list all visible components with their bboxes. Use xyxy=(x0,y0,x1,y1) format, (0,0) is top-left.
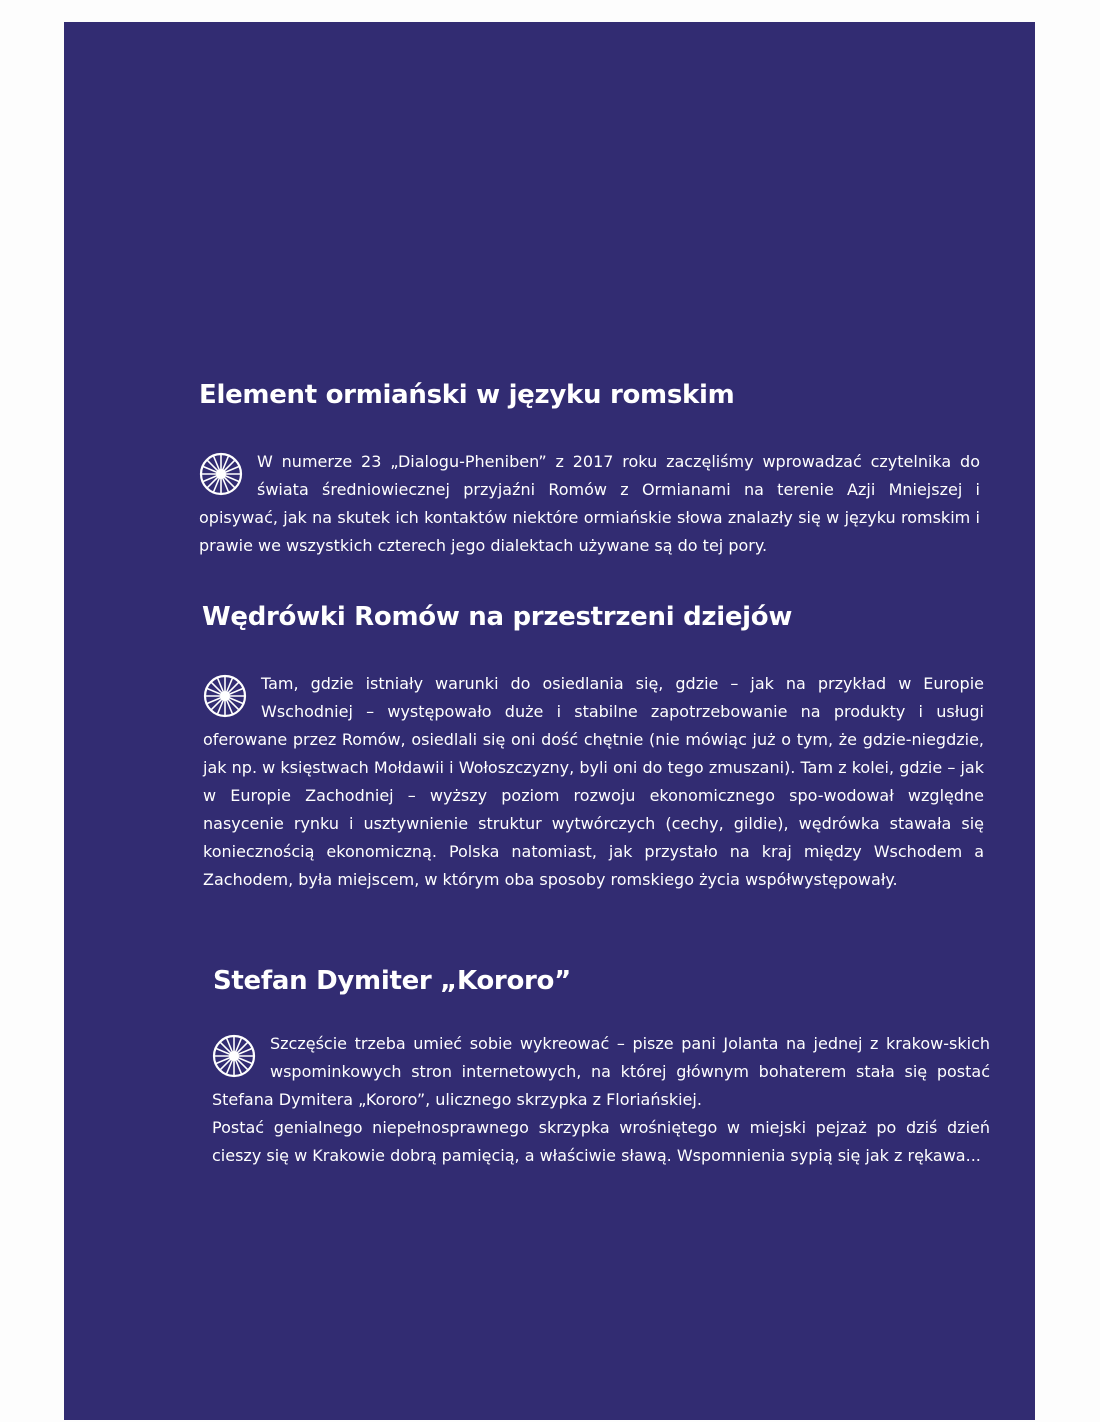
roma-wheel-icon xyxy=(199,452,243,496)
section-1-text: W numerze 23 „Dialogu-Pheniben” z 2017 roku zaczęliśmy wprowadzać czytelnika do świata średniowiecznej przyjaźni Romów z Ormianami na terenie Azji Mniejszej i opisywać, jak na skutek ich kontaktów niektóre ormiańskie słowa znalazły się w języku romskim i prawie we wszystkich czterech jego dialektach używane są do tej pory. xyxy=(199,452,980,555)
section-3-body xyxy=(212,1030,990,1114)
roma-wheel-icon xyxy=(203,674,247,718)
section-3-title: Stefan Dymiter „Kororo” xyxy=(213,966,571,996)
section-1-body xyxy=(199,448,980,560)
section-2-title: Wędrówki Romów na przestrzeni dziejów xyxy=(202,602,793,632)
section-2-body xyxy=(203,670,984,894)
section-1-title: Element ormiański w języku romskim xyxy=(199,380,735,410)
section-3-text: Szczęście trzeba umieć sobie wykreować – pisze pani Jolanta na jednej z krakow-skich wspominkowych stron internetowych, na której głównym bohaterem stała się postać Stefana Dymitera „Kororo”, ulicznego skrzypka z Floriańskiej. xyxy=(212,1034,990,1109)
roma-wheel-icon xyxy=(212,1034,256,1078)
section-2-text: Tam, gdzie istniały warunki do osiedlania się, gdzie – jak na przykład w Europie Wschodniej – występowało duże i stabilne zapotrzebowanie na produkty i usługi oferowane przez Romów, osiedlali się oni dość chętnie (nie mówiąc już o tym, że gdzie-niegdzie, jak np. w księstwach Mołdawii i Wołoszczyzny, byli oni do tego zmuszani). Tam z kolei, gdzie – jak w Europie Zachodniej – wyższy poziom rozwoju ekonomicznego spo-wodował względne nasycenie rynku i usztywnienie struktur wytwórczych (cechy, gildie), wędrówka stawała się koniecznością ekonomiczną. Polska natomiast, jak przystało na kraj między Wschodem a Zachodem, była miejscem, w którym oba sposoby romskiego życia współwystępowały. xyxy=(203,674,984,889)
section-3-body-continued: Postać genialnego niepełnosprawnego skrzypka wrośniętego w miejski pejzaż po dziś dzień cieszy się w Krakowie dobrą pamięcią, a właściwie sławą. Wspomnienia sypią się jak z rękawa... xyxy=(212,1118,990,1165)
